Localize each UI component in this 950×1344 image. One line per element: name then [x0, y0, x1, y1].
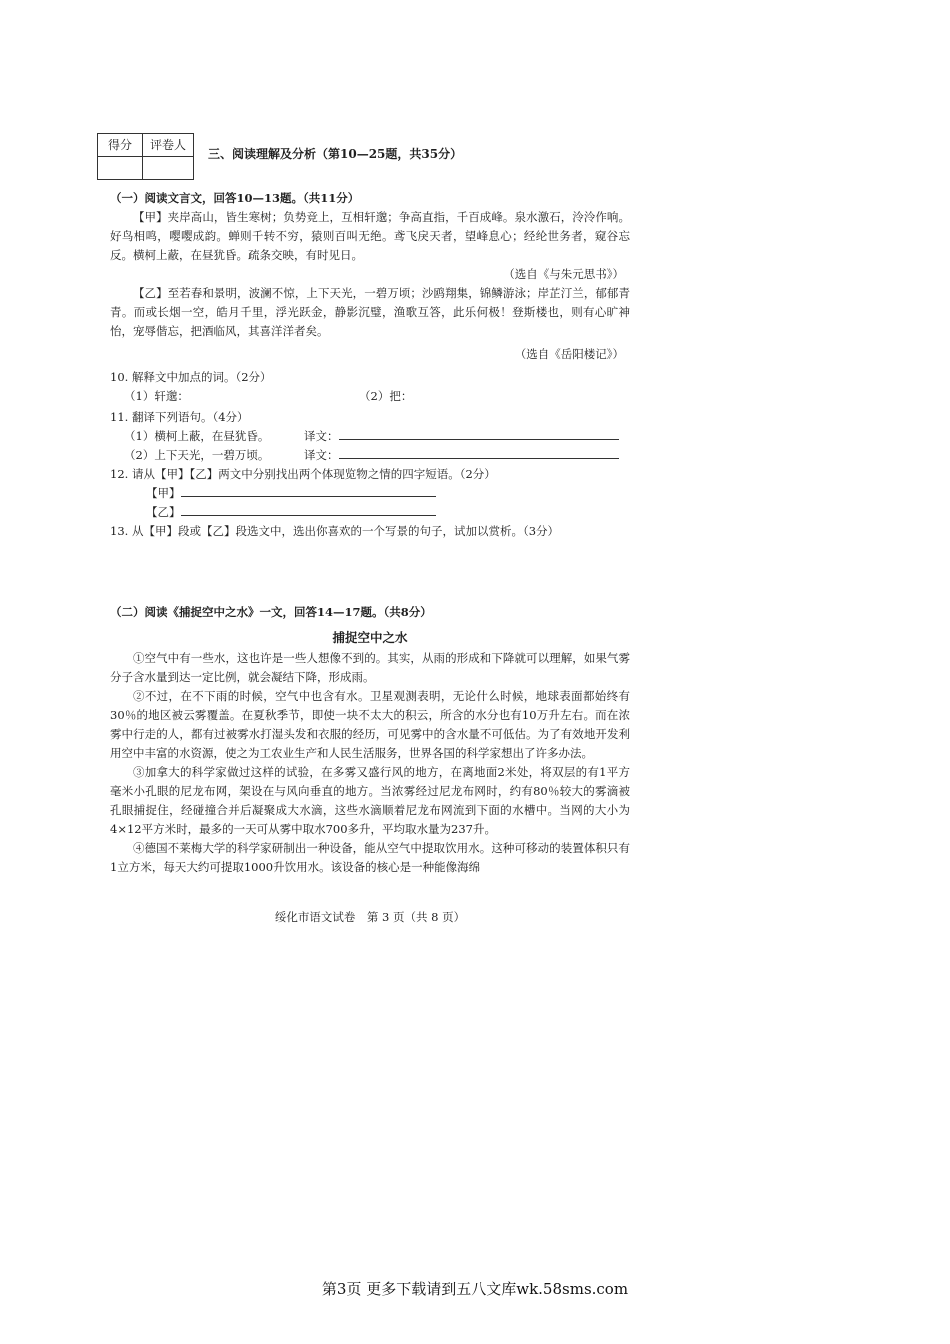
question-12-yi: 【乙】: [146, 505, 181, 519]
question-11-a-row: [110, 427, 630, 446]
question-11-b: （2）上下天光，一碧万顷。: [124, 448, 270, 462]
download-note: 第3页 更多下载请到五八文库wk.58sms.com: [321, 1280, 629, 1298]
score-box: [97, 133, 194, 180]
passage-jia-source: （选自《与朱元思书》）: [503, 267, 624, 281]
translation-label: 译文：: [304, 448, 339, 462]
article-paragraph: ②不过，在不下雨的时候，空气中也含有水。卫星观测表明，无论什么时候，地球表面都始终有30％的地区被云雾覆盖。在夏秋季节，即使一块不太大的积云，所含的水分也有10万升左右。而在浓雾中行走的人，都有过被雾水打湿头发和衣服的经历，可见雾中的含水量不可低估。为了有效地开发利用空中丰富的水资源，使之为工农业生产和人民生活服务，世界各国的科学家想出了许多办法。: [110, 689, 630, 760]
grader-label: 评卷人: [143, 134, 194, 157]
passage-jia: 【甲】夹岸高山，皆生寒树；负势竞上，互相轩邈；争高直指，千百成峰。泉水激石，泠泠作响。好鸟相鸣，嘤嘤成韵。蝉则千转不穷，猿则百叫无绝。鸢飞戾天者，望峰息心；经纶世务者，窥谷忘反。横柯上蔽，在昼犹昏。疏条交映，有时见日。: [110, 210, 630, 262]
question-10: 10. 解释文中加点的词。（2分）: [110, 370, 272, 384]
question-11-a: （1）横柯上蔽，在昼犹昏。: [124, 429, 270, 443]
part1-heading: （一）阅读文言文，回答10—13题。（共11分）: [110, 191, 360, 205]
answer-line: [181, 503, 436, 516]
answer-line: [339, 427, 619, 440]
score-cell: [98, 157, 143, 180]
question-11-b-row: [110, 446, 630, 465]
answer-line: [181, 484, 436, 497]
question-10-b: （2）把：: [359, 389, 413, 403]
article-title: 捕捉空中之水: [332, 630, 408, 645]
question-12-jia-row: [110, 484, 630, 503]
question-12-yi-row: [110, 503, 630, 522]
section-title: 三、阅读理解及分析（第10—25题，共35分）: [208, 147, 463, 161]
article-paragraph: ③加拿大的科学家做过这样的试验，在多雾又盛行风的地方，在离地面2米处，将双层的有1平方毫米小孔眼的尼龙布网，架设在与风向垂直的地方。当浓雾经过尼龙布网时，约有80％较大的雾滴被孔眼捕捉住，经碰撞合并后凝聚成大水滴，这些水滴顺着尼龙布网流到下面的水槽中。当网的大小为4×12平方米时，最多的一天可从雾中取水700多升，平均取水量为237升。: [110, 765, 630, 836]
passage-yi: 【乙】至若春和景明，波澜不惊，上下天光，一碧万顷；沙鸥翔集，锦鳞游泳；岸芷汀兰，郁郁青青。而或长烟一空，皓月千里，浮光跃金，静影沉璧，渔歌互答，此乐何极！登斯楼也，则有心旷神怡，宠辱偕忘，把酒临风，其喜洋洋者矣。: [110, 286, 630, 338]
translation-label: 译文：: [304, 429, 339, 443]
passage-yi-source: （选自《岳阳楼记》）: [514, 347, 624, 361]
article-paragraph: ④德国不莱梅大学的科学家研制出一种设备，能从空气中提取饮用水。这种可移动的装置体积只有1立方米，每天大约可提取1000升饮用水。该设备的核心是一种能像海绵: [110, 841, 630, 874]
exam-page-footer: 绥化市语文试卷 第 3 页（共 8 页）: [274, 910, 466, 924]
classical-reading-section: [110, 189, 630, 541]
answer-line: [339, 446, 619, 459]
question-10-a: （1）轩邈：: [124, 389, 189, 403]
question-10-items: [110, 387, 630, 406]
article-paragraph: ①空气中有一些水，这也许是一些人想像不到的。其实，从雨的形成和下降就可以理解，如果气雾分子含水量到达一定比例，就会凝结下降，形成雨。: [110, 651, 630, 684]
expository-reading-section: [110, 603, 630, 877]
score-label: 得分: [98, 134, 143, 157]
scanned-exam-page: [90, 125, 650, 924]
question-11: 11. 翻译下列语句。（4分）: [110, 410, 249, 424]
question-12-jia: 【甲】: [146, 486, 181, 500]
question-12: 12. 请从【甲】【乙】两文中分别找出两个体现览物之情的四字短语。（2分）: [110, 467, 496, 481]
question-13: 13. 从【甲】段或【乙】段选文中，选出你喜欢的一个写景的句子，试加以赏析。（3分）: [110, 524, 560, 538]
part2-heading: （二）阅读《捕捉空中之水》一文，回答14—17题。（共8分）: [110, 605, 432, 619]
grader-cell: [143, 157, 194, 180]
